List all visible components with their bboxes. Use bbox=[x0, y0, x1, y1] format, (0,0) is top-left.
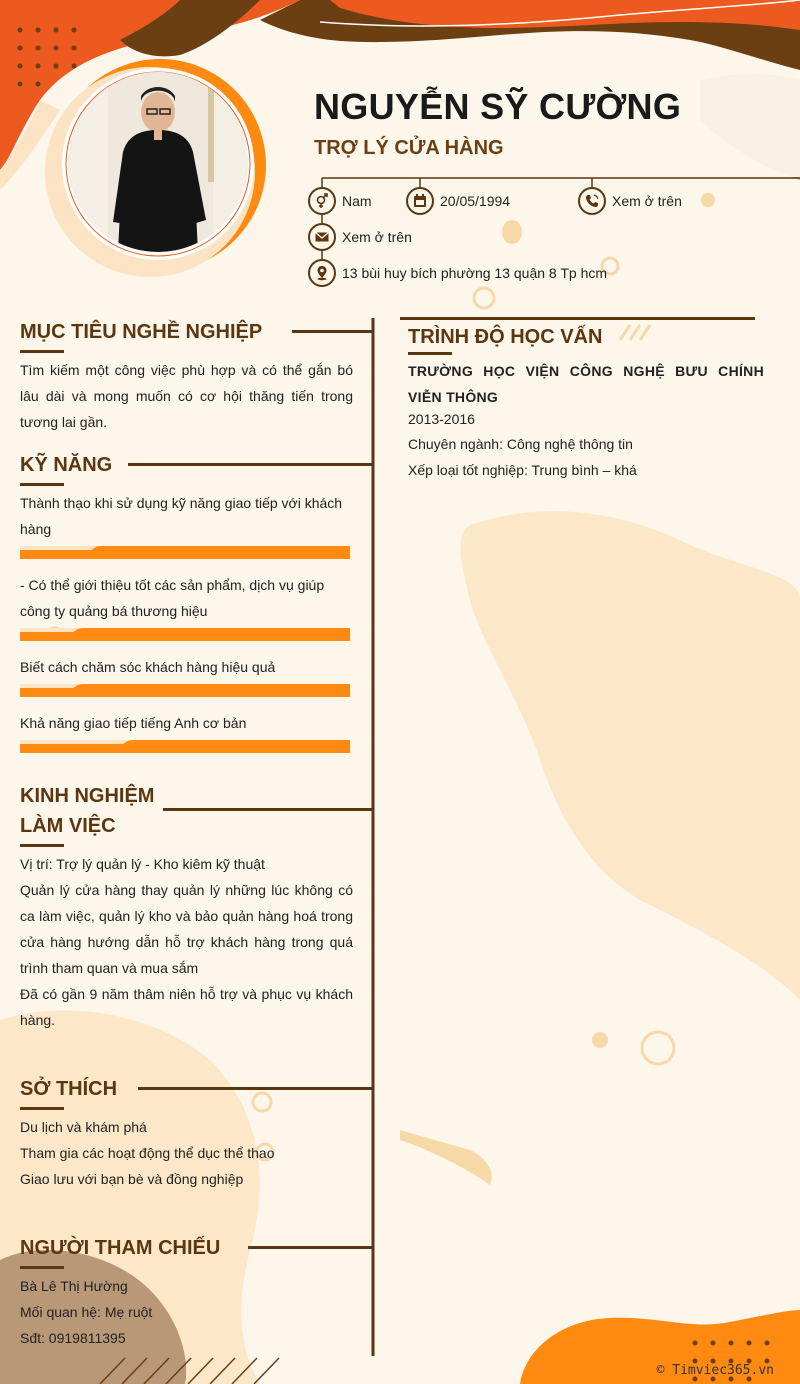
references-underline bbox=[20, 1266, 64, 1269]
reference-item: Sđt: 0919811395 bbox=[20, 1330, 126, 1346]
gender-row bbox=[308, 187, 372, 215]
experience-heading-line2: LÀM VIỆC bbox=[20, 815, 116, 837]
phone-icon bbox=[578, 187, 606, 215]
location-pin-icon bbox=[308, 259, 336, 287]
candidate-name: NGUYỄN SỸ CƯỜNG bbox=[314, 86, 682, 127]
references-rule bbox=[248, 1246, 373, 1249]
education-grade: Xếp loại tốt nghiệp: Trung bình – khá bbox=[408, 462, 637, 478]
education-top-rule bbox=[400, 317, 755, 320]
watermark: © Timviec365.vn bbox=[656, 1363, 774, 1378]
experience-heading-line1: KINH NGHIỆM bbox=[20, 785, 155, 807]
hobbies-underline bbox=[20, 1107, 64, 1110]
experience-description: Quản lý cửa hàng thay quản lý những lúc không có ca làm việc, quản lý kho và bảo quản hàng hoá trong cửa hàng hướng dẫn hỗ trợ khách hàng trong quá trình tham quan và mua sắm bbox=[20, 882, 353, 976]
reference-item: Mối quan hệ: Mẹ ruột bbox=[20, 1304, 153, 1320]
skills-heading: KỸ NĂNG bbox=[20, 454, 113, 476]
dob-value: 20/05/1994 bbox=[440, 193, 511, 209]
education-school: TRƯỜNG HỌC VIỆN CÔNG NGHỆ BƯU CHÍNH VIỄN THÔNG bbox=[408, 363, 764, 405]
skill-bar-3-cap bbox=[70, 684, 350, 697]
skills-underline bbox=[20, 483, 64, 486]
profile-photo-illustration bbox=[68, 72, 248, 252]
skill-item-2: - Có thể giới thiệu tốt các sản phẩm, dịch vụ giúp công ty quảng bá thương hiệu bbox=[20, 577, 325, 619]
address-row bbox=[308, 259, 607, 287]
email-icon bbox=[308, 223, 336, 251]
address-value: 13 bùi huy bích phường 13 quận 8 Tp hcm bbox=[342, 265, 608, 281]
hobbies-rule bbox=[138, 1087, 373, 1090]
education-major: Chuyên ngành: Công nghệ thông tin bbox=[408, 436, 633, 452]
skills-rule bbox=[128, 463, 373, 466]
references-heading: NGƯỜI THAM CHIẾU bbox=[20, 1237, 221, 1259]
education-heading: TRÌNH ĐỘ HỌC VẤN bbox=[408, 326, 603, 348]
avatar bbox=[68, 72, 248, 252]
hobby-item: Tham gia các hoạt động thể dục thể thao bbox=[20, 1145, 275, 1161]
objective-text: Tìm kiếm một công việc phù hợp và có thể gắn bó lâu dài và mong muốn có cơ hội thăng tiến trong tương lai gần. bbox=[20, 362, 353, 430]
hobbies-heading: SỞ THÍCH bbox=[20, 1078, 118, 1100]
experience-note: Đã có gần 9 năm thâm niên hỗ trợ và phục vụ khách hàng. bbox=[20, 986, 353, 1028]
skill-item-4: Khả năng giao tiếp tiếng Anh cơ bản bbox=[20, 715, 247, 731]
phone-value: Xem ở trên bbox=[612, 193, 682, 209]
job-title: TRỢ LÝ CỬA HÀNG bbox=[314, 137, 504, 159]
phone-row bbox=[578, 187, 682, 215]
education-underline bbox=[408, 352, 452, 355]
experience-underline bbox=[20, 844, 64, 847]
email-row bbox=[308, 223, 412, 251]
skill-bar-4-cap bbox=[120, 740, 350, 753]
calendar-icon bbox=[406, 187, 434, 215]
experience-rule bbox=[163, 808, 373, 811]
gender-icon bbox=[308, 187, 336, 215]
gender-value: Nam bbox=[342, 193, 372, 209]
skill-bar-1-cap bbox=[88, 546, 350, 559]
hobby-item: Giao lưu với bạn bè và đồng nghiệp bbox=[20, 1171, 244, 1187]
skill-item-1: Thành thạo khi sử dụng kỹ năng giao tiếp với khách hàng bbox=[20, 495, 343, 537]
objective-heading: MỤC TIÊU NGHỀ NGHIỆP bbox=[20, 321, 263, 343]
experience-position: Vị trí: Trợ lý quản lý - Kho kiêm kỹ thuật bbox=[20, 856, 265, 872]
hobby-item: Du lịch và khám phá bbox=[20, 1119, 147, 1135]
skill-item-3: Biết cách chăm sóc khách hàng hiệu quả bbox=[20, 659, 276, 675]
objective-rule bbox=[292, 330, 373, 333]
email-value: Xem ở trên bbox=[342, 229, 412, 245]
reference-item: Bà Lê Thị Hường bbox=[20, 1278, 128, 1294]
education-years: 2013-2016 bbox=[408, 411, 475, 427]
skill-bar-2-cap bbox=[70, 628, 350, 641]
dob-row bbox=[406, 187, 510, 215]
objective-underline bbox=[20, 350, 64, 353]
